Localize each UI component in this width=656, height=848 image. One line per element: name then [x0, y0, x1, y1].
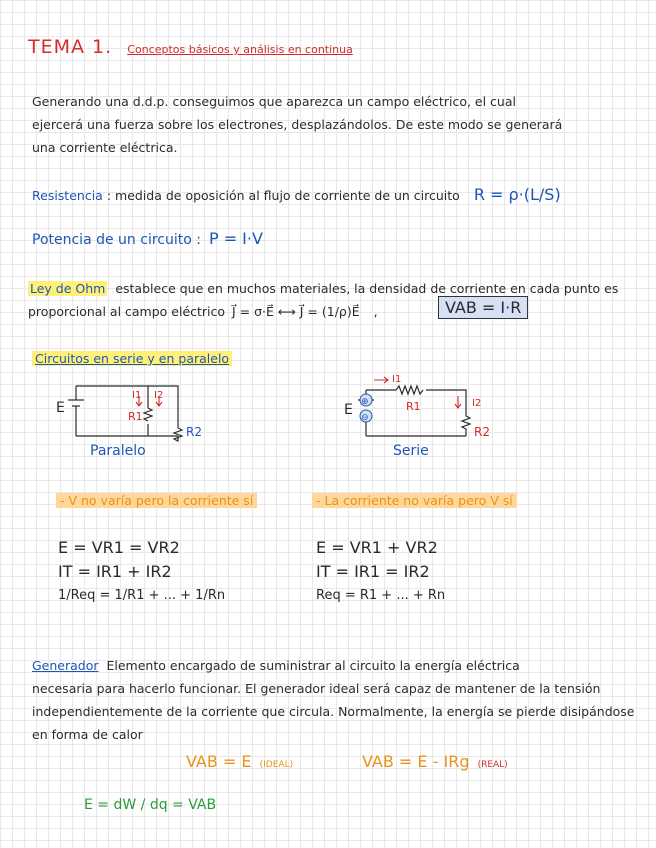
series-r2-label: R2: [474, 425, 490, 439]
generador-ideal-tag: (IDEAL): [259, 760, 294, 770]
note-right-text: - La corriente no varía pero V sí: [312, 493, 517, 508]
potencia-formula: P = I·V: [208, 229, 263, 248]
generador-line-4: en forma de calor: [32, 727, 143, 742]
note-left-text: - V no varía pero la corriente sí: [56, 493, 257, 508]
series-label: Serie: [393, 443, 429, 459]
series-minus-label: ⊖: [361, 413, 369, 423]
series-top-right-wire: [426, 390, 466, 416]
resistencia-label: Resistencia: [32, 188, 103, 203]
circuits-heading: [32, 350, 232, 368]
resistencia-text: : medida de oposición al flujo de corriente de un circuito: [106, 188, 460, 203]
generador-text-1: Elemento encargado de suministrar al circuito la energía eléctrica: [106, 658, 520, 673]
ohm-line-1: [28, 280, 618, 298]
ohm-line-2: [28, 303, 225, 321]
series-r1-zigzag: [396, 386, 423, 394]
series-e-label: E: [344, 402, 353, 418]
generador-ideal: [186, 752, 293, 771]
formula-left-3: 1/Req = 1/R1 + ... + 1/Rn: [58, 588, 226, 603]
series-i1-arrow: [374, 377, 388, 383]
ohm-label: Ley de Ohm: [30, 281, 106, 296]
intro-line-3: una corriente eléctrica.: [32, 140, 178, 155]
formula-right-3: Req = R1 + ... + Rn: [316, 588, 446, 603]
note-left: [56, 492, 257, 510]
series-i1-label: I1: [392, 374, 402, 385]
formula-right-2: IT = IR1 = IR2: [316, 562, 430, 581]
series-plus-label: ⊕: [361, 397, 369, 407]
intro-line-1: Generando una d.d.p. conseguimos que aparezca un campo eléctrico, el cual: [32, 94, 516, 109]
parallel-label: Paralelo: [90, 443, 146, 459]
generador-ideal-formula: VAB = E: [186, 752, 252, 771]
title-main: TEMA 1.: [28, 36, 113, 58]
generador-label: Generador: [32, 658, 99, 673]
series-r2-zigzag: [462, 416, 470, 436]
generador-line-3: independientemente de la corriente que circula. Normalmente, la energía se pierde disipándose: [32, 704, 635, 719]
ohm-formula: [232, 303, 378, 321]
parallel-r2-zigzag: [174, 428, 182, 441]
parallel-e-label: E: [56, 400, 65, 416]
potencia-line: [32, 230, 263, 249]
ohm-text-2: proporcional al campo eléctrico: [28, 304, 226, 319]
ohm-boxed-formula: [438, 298, 528, 317]
formula-right-1: E = VR1 + VR2: [316, 538, 438, 557]
parallel-i2-label: I2: [154, 390, 164, 401]
ohm-boxed: VAB = I·R: [438, 296, 528, 319]
generador-real-formula: VAB = E - IRg: [362, 752, 470, 771]
ohm-vector-formula: J⃗ = σ·E⃗ ⟷ J⃗ = (1/ρ)E⃗: [232, 304, 360, 319]
formula-left-1: E = VR1 = VR2: [58, 538, 180, 557]
resistencia-line: [32, 186, 561, 205]
intro-line-2: ejercerá una fuerza sobre los electrones, desplazándolos. De este modo se generará: [32, 117, 563, 132]
title-sub: Conceptos básicos y análisis en continua: [127, 43, 353, 56]
note-right: [312, 492, 517, 510]
generador-real-tag: (REAL): [477, 760, 508, 770]
generador-line-2: necesaria para hacerlo funcionar. El generador ideal será capaz de mantener de la tensión: [32, 681, 601, 696]
potencia-label: Potencia de un circuito :: [32, 232, 201, 248]
series-i2-label: I2: [472, 398, 482, 409]
parallel-r1-label: R1: [128, 410, 143, 423]
generador-real: [362, 752, 508, 771]
circuits-heading-text: Circuitos en serie y en paralelo: [32, 351, 232, 366]
formula-left-2: IT = IR1 + IR2: [58, 562, 172, 581]
generador-line-1: [32, 657, 520, 675]
parallel-r2-label: R2: [186, 425, 202, 439]
ohm-comma: ,: [373, 304, 378, 319]
series-i2-arrow: [455, 396, 461, 408]
ohm-text-1: establece que en muchos materiales, la densidad de corriente en cada punto es: [115, 281, 619, 296]
generador-last-formula: E = dW / dq = VAB: [84, 797, 217, 813]
title: [28, 36, 353, 58]
resistencia-formula: R = ρ·(L/S): [473, 185, 561, 204]
parallel-i1-label: I1: [132, 390, 142, 401]
parallel-r1-zigzag: [144, 408, 152, 421]
series-r1-label: R1: [406, 400, 421, 413]
